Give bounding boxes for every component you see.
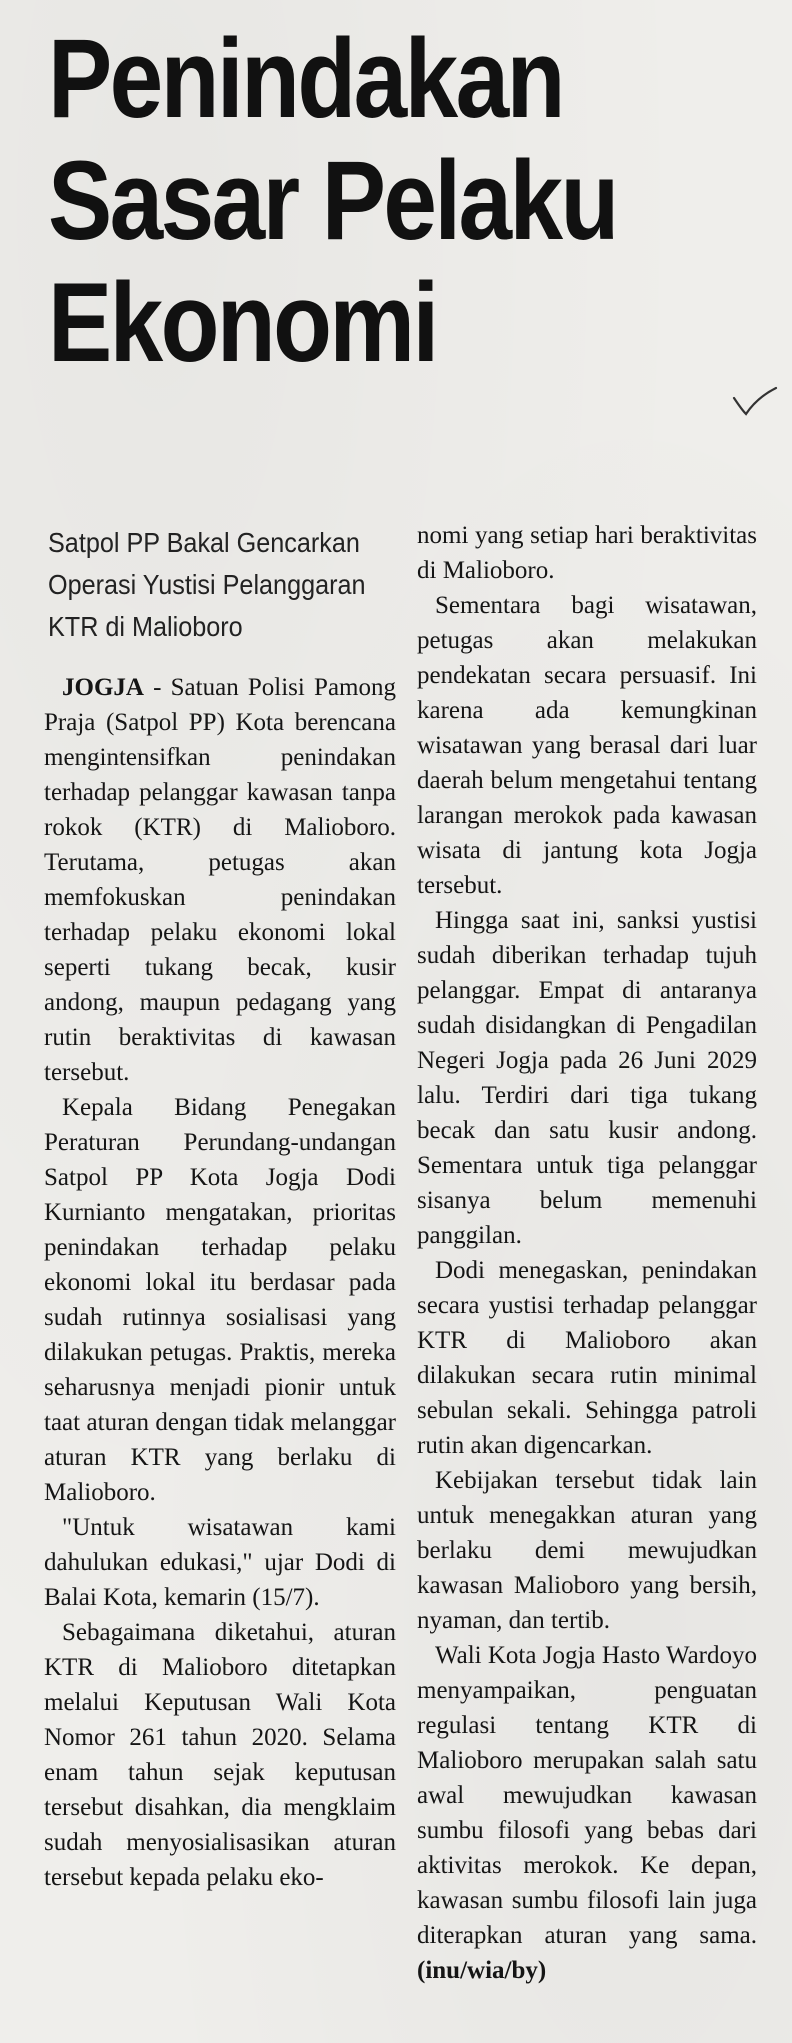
paragraph-text: - Satuan Polisi Pamong Praja (Satpol PP) Kota berencana mengintensifkan penindakan terhadap pelanggar kawasan tanpa rokok (KTR) di Malioboro. Terutama, petugas akan memfokuskan penindakan terhadap pelaku ekonomi lokal seperti tukang becak, kusir andong, maupun pedagang yang rutin beraktivitas di kawasan tersebut. xyxy=(44,674,396,1086)
handwritten-check-mark-icon xyxy=(730,380,778,420)
paragraph: Kepala Bidang Penegakan Peraturan Perundang-undangan Satpol PP Kota Jogja Dodi Kurnianto mengatakan, prioritas penindakan terhadap pelaku ekonomi lokal itu berdasar pada sudah rutinnya sosialisasi yang dilakukan petugas. Praktis, mereka seharusnya menjadi pionir untuk taat aturan dengan tidak melanggar aturan KTR yang berlaku di Malioboro. xyxy=(44,1094,396,1506)
headline-line: Ekonomi xyxy=(48,260,437,385)
column-right xyxy=(417,518,757,1988)
paragraph: Kebijakan tersebut tidak lain untuk menegakkan aturan yang berlaku demi mewujudkan kawasan Malioboro yang bersih, nyaman, dan tertib. xyxy=(417,1467,757,1634)
subhead: Satpol PP Bakal Gencarkan Operasi Yustisi Pelanggaran KTR di Malioboro xyxy=(48,527,366,642)
paragraph: Dodi menegaskan, penindakan secara yustisi terhadap pelanggar KTR di Malioboro akan dilakukan secara rutin minimal sebulan sekali. Sehingga patroli rutin akan digencarkan. xyxy=(417,1257,757,1459)
paragraph: Sementara bagi wisatawan, petugas akan melakukan pendekatan secara persuasif. Ini karena ada kemungkinan wisatawan yang berasal dari luar daerah belum mengetahui tentang larangan merokok pada kawasan wisata di jantung kota Jogja tersebut. xyxy=(417,592,757,899)
headline-line: Penindakan xyxy=(48,16,563,141)
paragraph: "Untuk wisatawan kami dahulukan edukasi," ujar Dodi di Balai Kota, kemarin (15/7). xyxy=(44,1514,396,1611)
paragraph-text: Wali Kota Jogja Hasto Wardoyo menyampaikan, penguatan regulasi tentang KTR di Malioboro merupakan salah satu awal mewujudkan kawasan sumbu filosofi yang bebas dari aktivitas merokok. Ke depan, kawasan sumbu filosofi lain juga diterapkan aturan yang sama. xyxy=(417,1642,757,1949)
paragraph: Hingga saat ini, sanksi yustisi sudah diberikan terhadap tujuh pelanggar. Empat di antaranya sudah disidangkan di Pengadilan Negeri Jogja pada 26 Juni 2029 lalu. Terdiri dari tiga tukang becak dan satu kusir andong. Sementara untuk tiga pelanggar sisanya belum memenuhi panggilan. xyxy=(417,907,757,1249)
headline xyxy=(48,18,667,384)
paragraph xyxy=(417,1638,757,1988)
paragraph-continued: nomi yang setiap hari beraktivitas di Malioboro. xyxy=(417,522,757,584)
paragraph: Sebagaimana diketahui, aturan KTR di Malioboro ditetapkan melalui Keputusan Wali Kota Nomor 261 tahun 2020. Selama enam tahun sejak keputusan tersebut disahkan, dia mengklaim sudah menyosialisasikan aturan tersebut kepada pelaku eko- xyxy=(44,1619,396,1891)
author-signature: (inu/wia/by) xyxy=(417,1957,547,1984)
column-left xyxy=(44,518,396,1895)
dateline: JOGJA xyxy=(62,674,144,701)
paragraph xyxy=(44,670,396,1090)
headline-line: Sasar Pelaku xyxy=(48,138,617,263)
